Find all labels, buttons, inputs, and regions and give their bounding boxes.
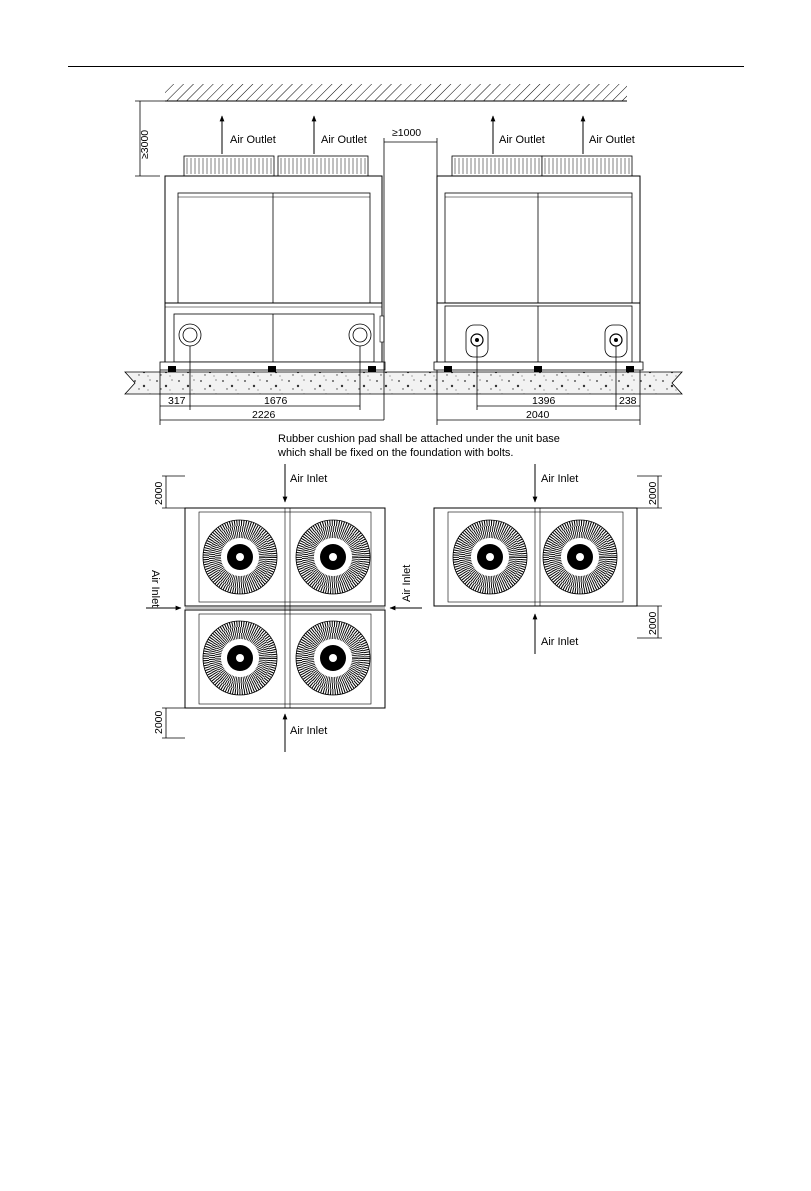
inlet-clearance-bottom-right: 2000	[647, 611, 659, 635]
right-offset-dimension: 238	[619, 395, 637, 407]
air-inlet-label-top-left: Air Inlet	[290, 473, 328, 485]
air-inlet-label-bottom-right: Air Inlet	[541, 636, 579, 648]
left-offset-dimension: 317	[168, 395, 186, 407]
ceiling-clearance-dimension	[135, 101, 165, 176]
concrete-foundation	[125, 372, 682, 394]
air-outlet-label-3: Air Outlet	[499, 134, 545, 146]
side-clearance-label: ≥1000	[392, 127, 422, 139]
air-outlet-label-1: Air Outlet	[230, 134, 276, 146]
inlet-clearance-top-right: 2000	[647, 481, 659, 505]
installation-note-line-2: which shall be fixed on the foundation with bolts.	[278, 447, 514, 459]
air-inlet-label-side-right: Air Inlet	[401, 564, 413, 602]
plan-view-right-unit	[434, 508, 637, 606]
inlet-clearance-top-left: 2000	[153, 481, 165, 505]
air-outlet-label-2: Air Outlet	[321, 134, 367, 146]
unit-width-dimension: 2226	[252, 409, 276, 421]
center-span-dimension: 1676	[264, 395, 288, 407]
plan-view-left-units	[185, 508, 385, 708]
air-outlet-label-4: Air Outlet	[589, 134, 635, 146]
air-inlet-label-side-left: Air Inlet	[149, 570, 161, 608]
right-span-dimension: 1396	[532, 395, 556, 407]
side-elevation-unit-left	[160, 156, 385, 372]
installation-note-line-1: Rubber cushion pad shall be attached under the unit base	[278, 433, 560, 445]
ceiling-hatch	[165, 84, 627, 101]
side-elevation-unit-right	[434, 156, 643, 372]
inlet-clearance-bottom-left: 2000	[153, 710, 165, 734]
air-inlet-label-bottom-left: Air Inlet	[290, 725, 328, 737]
air-inlet-label-top-right: Air Inlet	[541, 473, 579, 485]
unit-depth-dimension: 2040	[526, 409, 550, 421]
ceiling-clearance-label: ≥3000	[139, 129, 151, 159]
